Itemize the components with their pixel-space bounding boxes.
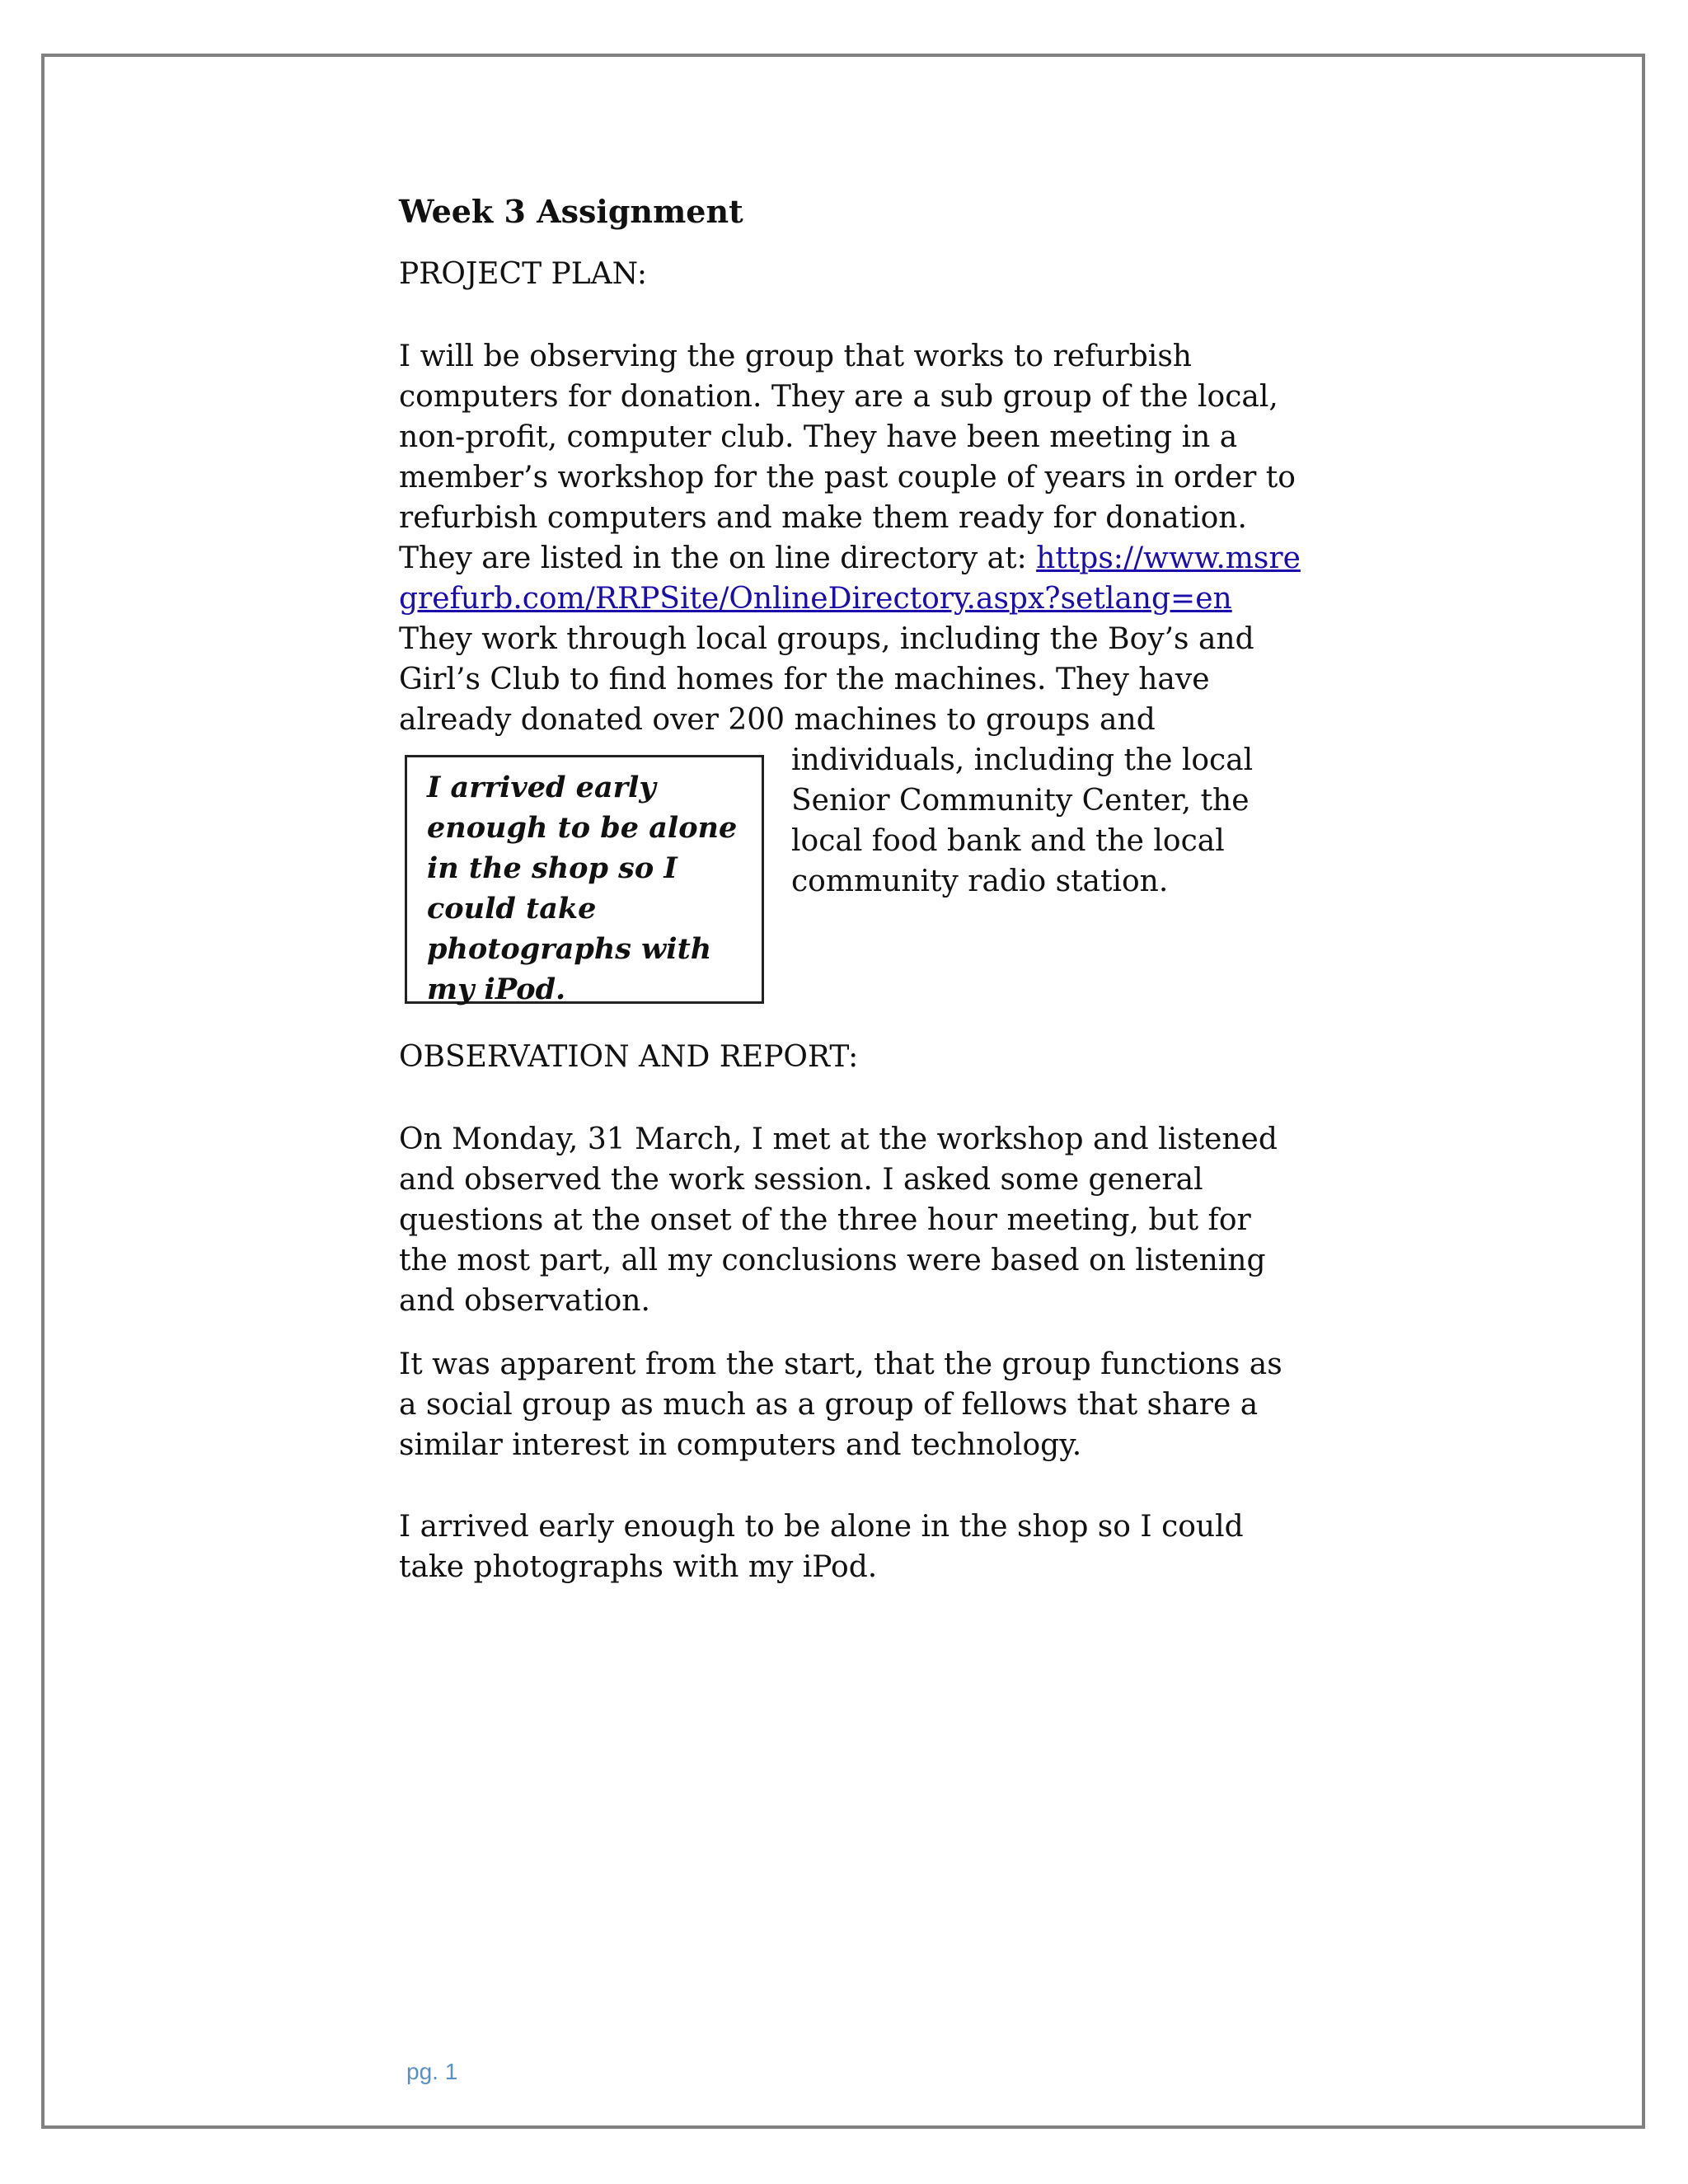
project-plan-heading: PROJECT PLAN:: [399, 257, 648, 291]
paragraph-spacing: [399, 1321, 1306, 1344]
online-directory-link[interactable]: https://www.msregrefurb.com/RRPSite/OnlineDirectory.aspx?setlang=en: [399, 541, 1301, 616]
observation-paragraph-2: It was apparent from the start, that the group functions as a social group as much as a group of fellows that share a similar interest in computers and technology.: [399, 1347, 1282, 1462]
page-number: pg. 1: [406, 2059, 458, 2084]
project-plan-text: I will be observing the group that works to refurbish computers for donation. They are a sub group of the local, non-profit, computer club. They have been meeting in a member’s workshop for the past couple of years in order to refurbish computers and make them ready for donation. They are listed in the on line directory at:: [399, 340, 1296, 575]
project-plan-wrap-text: individuals, including the local Senior Community Center, the local food bank and the local community radio station.: [791, 743, 1254, 898]
callout-wrap-row: [399, 740, 1306, 1004]
blank-line: [399, 295, 1306, 336]
document-body: [399, 191, 1306, 1587]
observation-heading: OBSERVATION AND REPORT:: [399, 1040, 859, 1074]
blank-line: [399, 1465, 1306, 1507]
observation-paragraph-1: On Monday, 31 March, I met at the workshop and listened and observed the work session. I asked some general questions at the onset of the three hour meeting, but for the most part, all my conclusions were based on listening and observation.: [399, 1122, 1278, 1318]
project-plan-text-continued: They work through local groups, including the Boy’s and Girl’s Club to find homes for the machines. They have already donated over 200 machines to groups and: [399, 622, 1254, 737]
project-plan-paragraph: [399, 336, 1306, 740]
observation-paragraph-3: I arrived early enough to be alone in the shop so I could take photographs with my iPod.: [399, 1510, 1244, 1584]
blank-line: [399, 1078, 1306, 1119]
document-title: Week 3 Assignment: [399, 193, 743, 230]
callout-box: I arrived early enough to be alone in the shop so I could take photographs with my iPod.: [405, 755, 764, 1004]
